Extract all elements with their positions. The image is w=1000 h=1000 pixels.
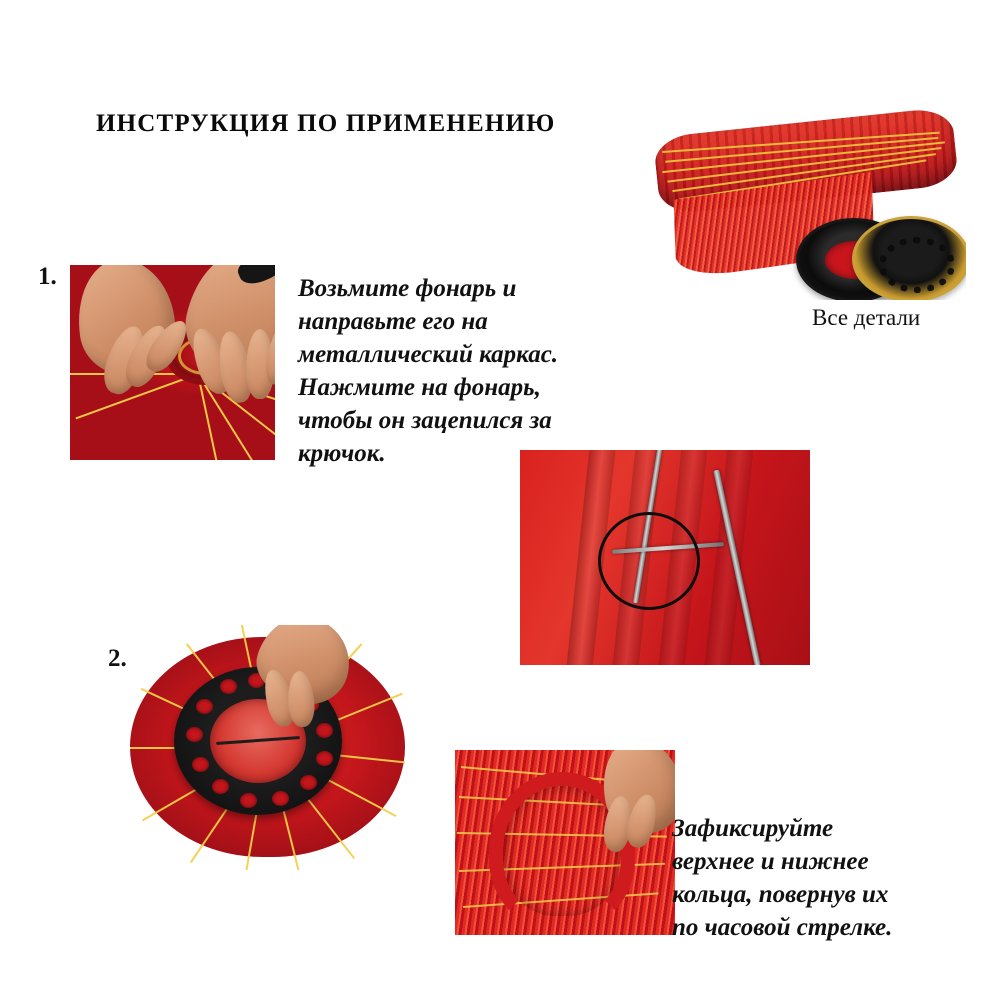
step-1-line-4: Нажмите на фонарь, [298,374,541,401]
final-caption-text [672,812,972,944]
step-1-number: 1. [38,263,57,290]
step-1-line-1: Возьмите фонарь и [298,275,517,302]
step-1-line-3: металлический каркас. [298,341,559,368]
step-1-text [298,272,648,470]
final-line-4: по часовой стрелке. [672,914,893,941]
step-1-line-5: чтобы он зацепился за [298,407,552,434]
step-1-line-2: направьте его на [298,308,488,335]
step-1-line-6: крючок. [298,440,386,467]
photo-parts [646,110,966,300]
step-2-number: 2. [108,645,127,672]
final-line-1: Зафиксируйте [672,815,834,842]
photo-step2-black-ring [130,625,405,870]
photo-step1-hands-on-lantern [70,265,275,460]
gold-ring-graphic [852,216,966,300]
photo-hook-closeup [520,450,810,665]
step-1-full-text [0,0,1,1]
caption-all-parts: Все детали [812,305,921,330]
final-line-3: кольца, повернув их [672,881,889,908]
annotation-circle [598,512,700,610]
final-line-2: верхнее и нижнее [672,848,869,875]
page-title: ИНСТРУКЦИЯ ПО ПРИМЕНЕНИЮ [96,110,556,137]
photo-twist-rings [455,750,675,935]
final-full-text [0,0,1,1]
